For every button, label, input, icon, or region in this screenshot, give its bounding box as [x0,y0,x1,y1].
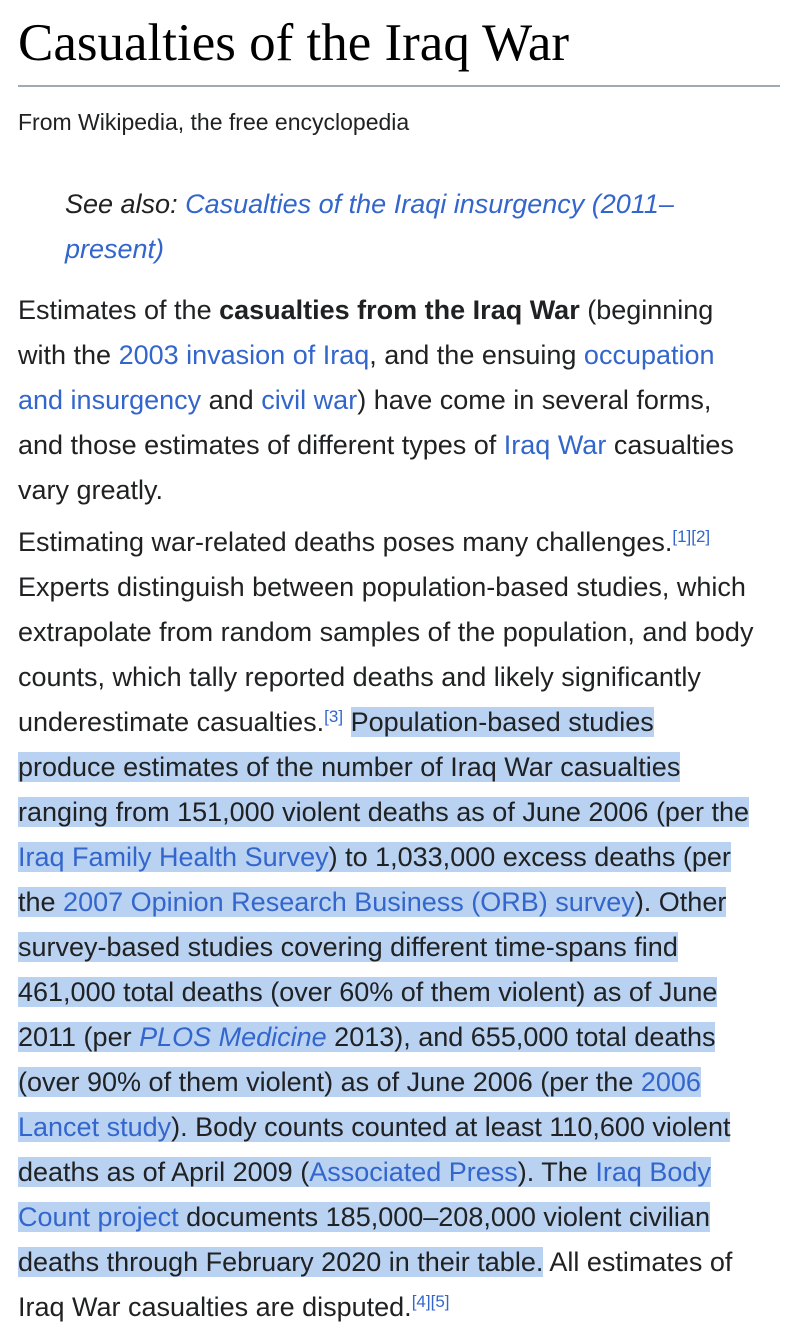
text-run: ranging from 151,000 violent deaths as of June 2006 (per the [18,797,749,827]
site-subtitle: From Wikipedia, the free encyclopedia [18,109,410,135]
text-run: casualties [606,430,734,460]
text-run: Population-based studies [350,707,654,737]
text-run: , and the ensuing [369,340,584,370]
text-line [18,745,780,790]
text-run: produce estimates of the number of Iraq War casualties [18,752,681,782]
text-run: deaths through February 2020 in their table. [18,1247,544,1277]
text-run: 461,000 total deaths (over 60% of them violent) as of June [18,977,718,1007]
text-run: ) to 1,033,000 excess deaths (per [328,842,731,872]
text-line [18,880,780,925]
text-line [18,1150,780,1195]
page-title: Casualties of the Iraq War [18,0,780,87]
article-link[interactable]: Iraq Body [595,1157,711,1187]
text-run [343,707,351,737]
text-run: Iraq War casualties are disputed. [18,1292,412,1322]
text-run: and [201,385,262,415]
article-link[interactable]: 2003 invasion of Iraq [118,340,370,370]
text-run: 2013), and 655,000 total deaths [326,1022,716,1052]
text-run: survey-based studies covering different time-spans find [18,932,678,962]
text-line [18,1285,780,1330]
reference-link[interactable]: [4] [411,1292,431,1311]
text-line [18,835,780,880]
text-line [18,1105,780,1150]
intro-paragraph-1 [18,288,780,513]
text-run: (beginning [579,295,714,325]
article-link[interactable]: Iraq Family Health Survey [18,842,329,872]
text-line [18,655,780,700]
text-run: 2011 (per [18,1022,140,1052]
text-run: casualties from the Iraq War [219,295,580,325]
text-run: extrapolate from random samples of the population, and body [18,617,754,647]
article-link[interactable]: Iraq War [503,430,607,460]
text-line [18,1060,780,1105]
text-line [65,227,780,272]
text-run: See also: [65,189,186,219]
text-line [18,288,780,333]
article-link[interactable]: Associated Press [309,1157,518,1187]
text-line [18,468,780,513]
text-line [18,1195,780,1240]
text-run: ). Body counts counted at least 110,600 violent [171,1112,731,1142]
article-body [18,182,780,1330]
text-run: Estimates of the [18,295,220,325]
text-run: the [18,887,64,917]
reference-link[interactable]: [2] [691,527,711,546]
text-line [18,970,780,1015]
article-link[interactable]: 2006 [640,1067,701,1097]
reference-link[interactable]: [1] [672,527,692,546]
text-run: counts, which tally reported deaths and likely significantly [18,662,701,692]
text-line [18,333,780,378]
text-line [18,610,780,655]
text-run: Estimating war-related deaths poses many challenges. [18,527,673,557]
article-link[interactable]: Count project [18,1202,179,1232]
text-run: deaths as of April 2009 ( [18,1157,310,1187]
text-run: ). Other [634,887,727,917]
article-link[interactable]: civil war [261,385,358,415]
text-line [18,700,780,745]
reference-link[interactable]: [5] [430,1292,450,1311]
text-run: and those estimates of different types of [18,430,504,460]
text-run: with the [18,340,119,370]
text-line [18,925,780,970]
intro-paragraph-2 [18,520,780,1330]
text-run: All estimates of [543,1247,733,1277]
text-line [18,378,780,423]
text-run: (over 90% of them violent) as of June 2006 (per the [18,1067,641,1097]
text-line [18,790,780,835]
text-run: ). The [517,1157,596,1187]
text-run: vary greatly. [18,475,164,505]
text-line [18,423,780,468]
text-line [18,1015,780,1060]
article-link[interactable]: present) [65,234,165,264]
text-line [18,520,780,565]
article-link[interactable]: Lancet study [18,1112,172,1142]
article-link[interactable]: 2007 Opinion Research Business (ORB) survey [63,887,635,917]
text-line [18,565,780,610]
article-link[interactable]: and insurgency [18,385,202,415]
article-link[interactable]: PLOS Medicine [139,1022,327,1052]
text-run: documents 185,000–208,000 violent civilian [178,1202,710,1232]
text-run: underestimate casualties. [18,707,325,737]
text-run: Experts distinguish between population-based studies, which [18,572,746,602]
text-line [18,1240,780,1285]
article-link[interactable]: Casualties of the Iraqi insurgency (2011– [185,189,674,219]
hatnote [18,182,780,272]
text-run: ) have come in several forms, [357,385,712,415]
article-link[interactable]: occupation [583,340,715,370]
reference-link[interactable]: [3] [324,707,344,726]
text-line [65,182,780,227]
